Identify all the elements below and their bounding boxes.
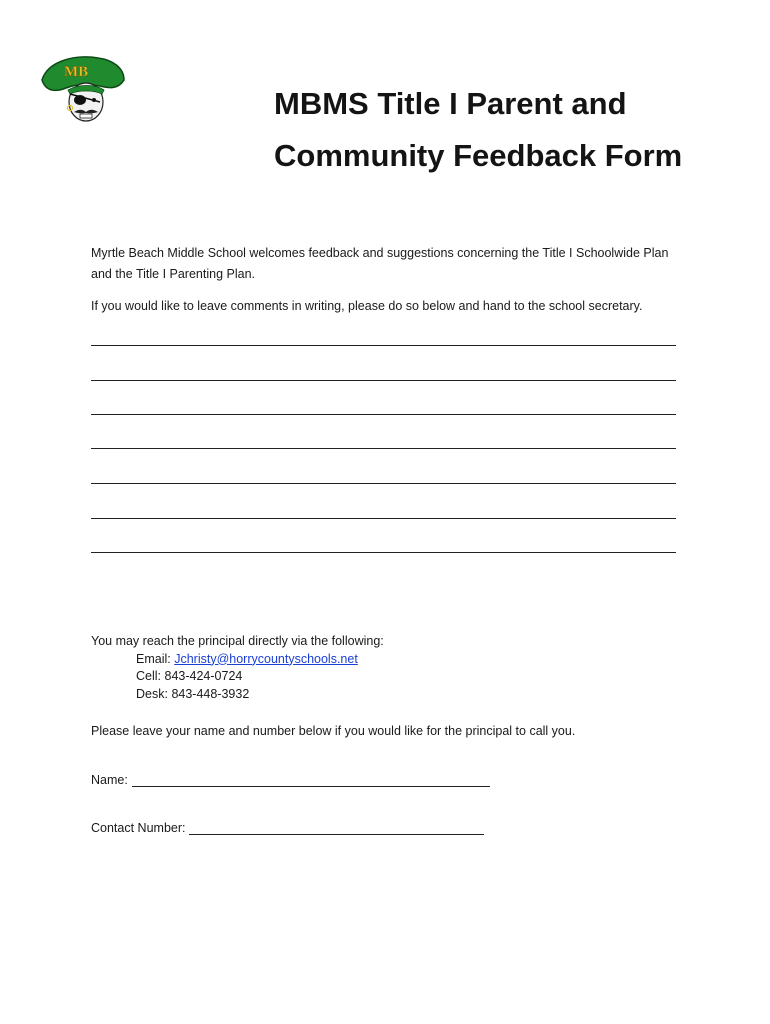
instructions-paragraph: If you would like to leave comments in writing, please do so below and hand to the school secretary.: [91, 299, 643, 313]
principal-contact-block: [91, 633, 384, 703]
title-line-2: Community Feedback Form: [274, 138, 683, 173]
desk-label: Desk:: [136, 686, 168, 701]
cell-row: [91, 668, 384, 686]
contact-heading: You may reach the principal directly via the following:: [91, 634, 384, 648]
title-line-1: MBMS Title I Parent and: [274, 86, 627, 121]
contact-number-label: Contact Number:: [91, 821, 186, 835]
comment-line-3[interactable]: [91, 414, 676, 415]
desk-row: [91, 686, 384, 704]
callback-paragraph: Please leave your name and number below if you would like for the principal to call you.: [91, 724, 576, 738]
comment-line-4[interactable]: [91, 448, 676, 449]
email-link[interactable]: Jchristy@horrycountyschools.net: [174, 651, 358, 666]
comment-line-6[interactable]: [91, 518, 676, 519]
email-label: Email:: [136, 651, 171, 666]
name-field-row: [91, 769, 490, 787]
cell-label: Cell:: [136, 669, 162, 683]
comment-line-1[interactable]: [91, 345, 676, 346]
comment-line-2[interactable]: [91, 380, 676, 381]
pirate-mascot-logo: [38, 50, 130, 130]
email-row: [91, 651, 384, 669]
desk-number: 843-448-3932: [171, 686, 250, 701]
name-label: Name:: [91, 773, 128, 787]
comment-line-7[interactable]: [91, 552, 676, 553]
cell-number: 843-424-0724: [164, 669, 243, 683]
name-field[interactable]: [132, 772, 490, 787]
form-title: [274, 78, 744, 182]
logo-letters: MB: [64, 64, 89, 80]
comment-line-5[interactable]: [91, 483, 676, 484]
contact-number-field-row: [91, 817, 484, 835]
intro-paragraph: Myrtle Beach Middle School welcomes feedback and suggestions concerning the Title I Schoolwide Plan and the Title I Parenting Plan.: [91, 246, 669, 281]
contact-number-field[interactable]: [189, 820, 484, 835]
